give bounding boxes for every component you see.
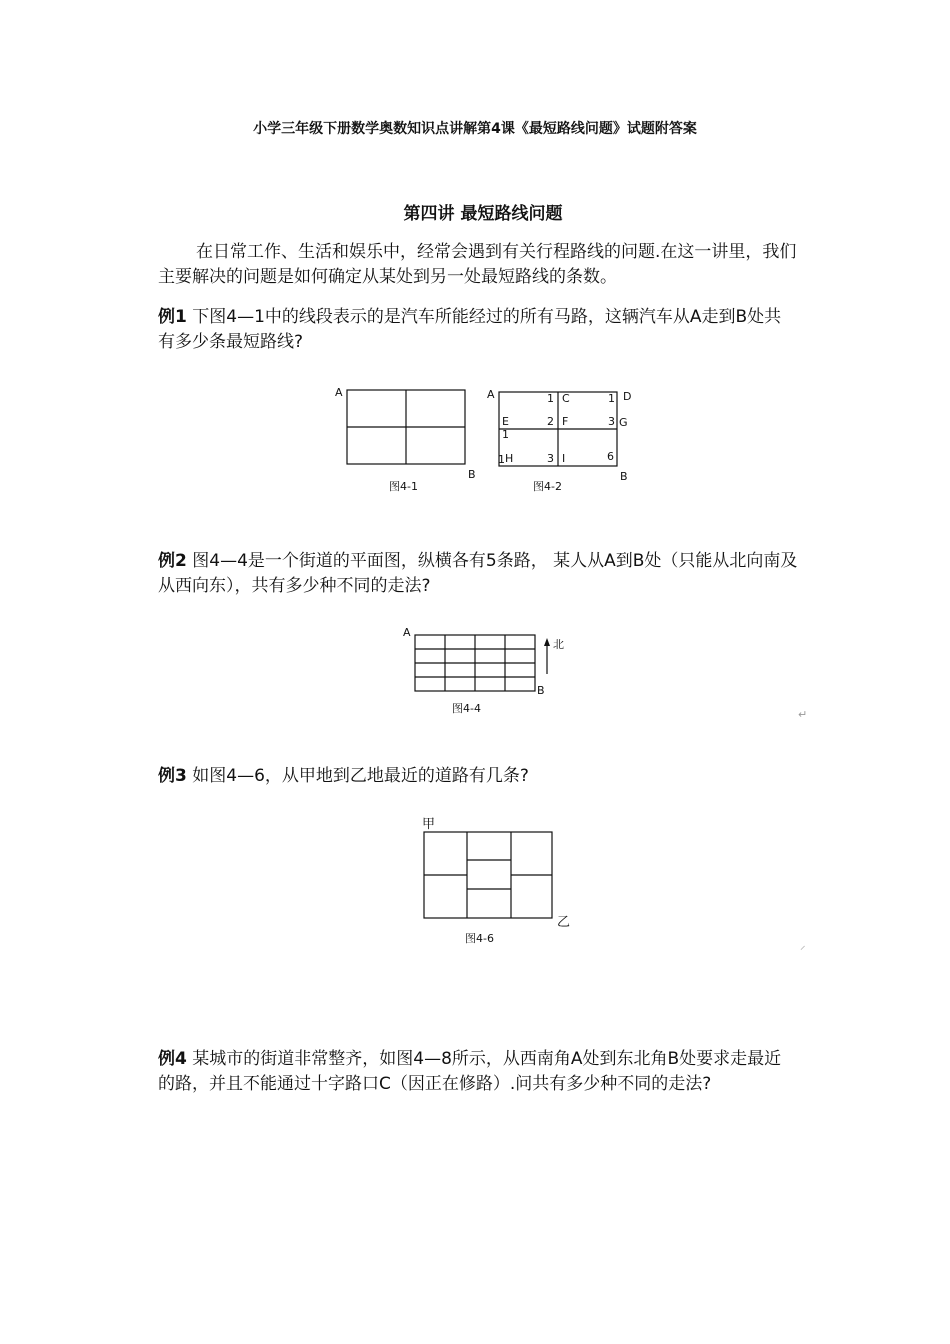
figure-4-4 (398, 626, 578, 718)
fig42-point-d: D (623, 390, 632, 403)
fig44-north-label: 北 (553, 638, 564, 651)
example-1-text: 下图4—1中的线段表示的是汽车所能经过的所有马路，这辆汽车从A走到B处共有多少条最短路线? (158, 307, 782, 352)
example-2-text: 图4—4是一个街道的平面图，纵横各有5条路， 某人从A到B处（只能从北向南及从西向东），共有多少种不同的走法? (158, 551, 798, 596)
fig42-count-d: 1 (608, 392, 615, 405)
fig42-point-f: F (562, 415, 569, 428)
document-title: 小学三年级下册数学奥数知识点讲解第4课《最短路线问题》试题附答案 (253, 121, 697, 137)
fig42-point-h: H (505, 452, 514, 465)
fig46-start-label: 甲 (422, 817, 436, 832)
fig42-count-e: 1 (502, 428, 509, 441)
corner-mark: ⸝ (800, 939, 806, 952)
fig42-count-f: 2 (547, 415, 554, 428)
figure-4-1-4-2 (325, 380, 645, 495)
fig42-count-i: 3 (547, 452, 554, 465)
example-4-label: 例4 (158, 1049, 187, 1069)
fig44-point-a: A (403, 626, 411, 639)
example-4-text: 某城市的街道非常整齐，如图4—8所示，从西南角A处到东北角B处要求走最近的路，并且不能通过十字路口C（因正在修路）.问共有多少种不同的走法? (158, 1049, 782, 1094)
intro-paragraph: 在日常工作、生活和娱乐中，经常会遇到有关行程路线的问题.在这一讲里，我们主要解决的问题是如何确定从某处到另一处最短路线的条数。 (158, 242, 797, 287)
fig42-count-c: 1 (547, 392, 554, 405)
fig44-point-b: B (537, 684, 545, 697)
paragraph-return-mark: ↵ (798, 708, 808, 721)
example-3-label: 例3 (158, 766, 187, 786)
example-1 (158, 305, 798, 355)
fig44-grid (415, 635, 535, 691)
fig41-point-a: A (335, 386, 343, 399)
example-4 (158, 1047, 798, 1097)
north-arrow-icon (544, 638, 550, 674)
fig42-point-g: G (619, 416, 628, 429)
fig44-caption: 图4-4 (452, 702, 481, 715)
example-1-label: 例1 (158, 307, 187, 327)
fig42-point-i: I (562, 452, 566, 465)
figure-4-2 (499, 392, 617, 466)
fig46-roads (424, 832, 552, 918)
example-2 (158, 549, 798, 599)
fig42-count-g: 3 (608, 415, 615, 428)
fig46-end-label: 乙 (557, 915, 571, 930)
fig42-point-e: E (502, 415, 509, 428)
lecture-title: 第四讲 最短路线问题 (403, 204, 563, 224)
fig46-caption: 图4-6 (465, 932, 494, 945)
figure-4-6 (410, 812, 580, 950)
fig41-point-b: B (468, 468, 476, 481)
figure-4-1 (347, 390, 465, 464)
fig42-point-a: A (487, 388, 495, 401)
fig42-point-c: C (562, 392, 570, 405)
fig42-count-h: 1 (498, 453, 505, 466)
fig42-caption: 图4-2 (533, 480, 562, 493)
example-3 (158, 764, 798, 789)
example-3-text: 如图4—6，从甲地到乙地最近的道路有几条? (192, 766, 529, 786)
fig41-caption: 图4-1 (389, 480, 418, 493)
fig42-point-b: B (620, 470, 628, 483)
example-2-label: 例2 (158, 551, 187, 571)
fig42-count-b: 6 (607, 450, 614, 463)
